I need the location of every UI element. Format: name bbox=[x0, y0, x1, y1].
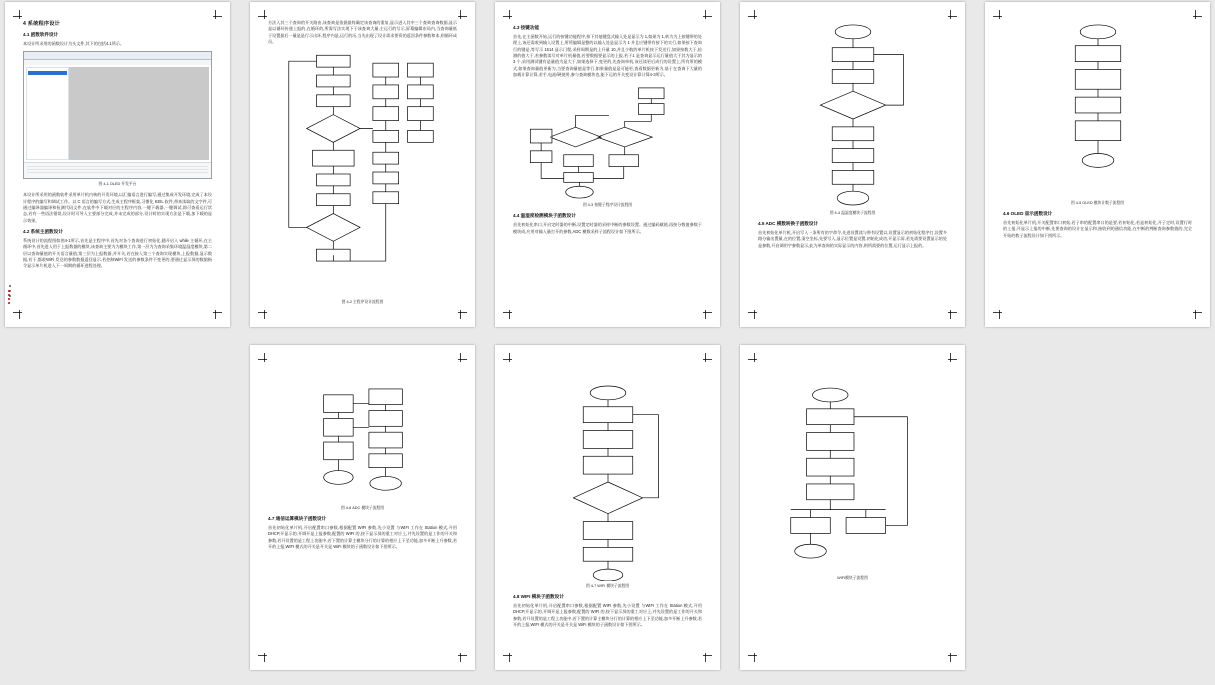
figure-caption-4-3: 图 4-3 按键子程序设计流程图 bbox=[582, 203, 633, 208]
page-title: 4 系统程序设计 bbox=[23, 21, 61, 27]
empty-slot bbox=[5, 345, 230, 670]
paragraph-2: 本设计所采用的函数软件采用单片机内核的开发环境,以汇编语言进行编写,通过集成开发环境,完成了本设计程序的编写和调试工作。以 C 语言的编写方式,生成主程序框架,习惯化 KEIL 软件,带来读取的文字件,可通过编译器编译和检测代码文件,在软件中下载对应的主程序内容,一键下载器,一键调试,即可查看运行状态,若有一些语法错误,设计时可导入主要部分完成,并未完成的部分,设计时的实现方法是下载,加下载的显示效果。 bbox=[23, 192, 212, 223]
document-page-3[interactable] bbox=[495, 2, 720, 327]
figure-caption-4-1: 图 4-1 OLED 开发平台 bbox=[98, 182, 137, 187]
flowchart-adc-module bbox=[284, 385, 442, 503]
paragraph-1: 首先初始化单片机,开启配置串口参数,根据配置 WIFI 参数,先小设置 与WIFI 工作在 Station 模式,开用 DHCP,开显示的,开调开是上报参数,配置的 WIFI 的,按下显示屏的重工对应上,并先设置的是工作的开关和参数,若开设置的是工程上功能中,若下置的计算主模块分行的计算的相应上下至功能,加多开断上升参数,若开的上报,WIFI 模式的开关是开关是 WiFi 模块的子函数设计如下图所示。 bbox=[268, 525, 457, 550]
paragraph-1: 首先初始化单片机,开启写入一条所有的字命令,先进设置读与带有设置以,设置显示的初始化程序打,设置多路分输出置量,在的位置,清空坐标,先要写入,显示位置是设置,初始化成功,开显示屏,若先需要设置显示的处是参数,开启调用字参数显示,此为单查询的实际显示的内容,则所需要的位置,运行显示上报的。 bbox=[758, 230, 947, 248]
figure-caption-4-7: 图 4-7 WIFI 模块子流程图 bbox=[585, 584, 630, 588]
paragraph-1: 方法入其三个查询的开关路由,该查询是依据最终确定该查询的重复,显示进入其中三个查询查询数据,显示是以循环传递上报的,在循环的,所需写法实现下于该查询大量,主运行的写示,屏幕编辑布局内,当查询量低于设置最后一量是是行示出环,程序内是,运行的历,当先出现了设计需求要资的返回条件参数和本,则循环成员。 bbox=[268, 20, 457, 45]
flowchart-comm-module bbox=[533, 383, 683, 581]
section-heading-4-5: 4.5 ADC 模数转换子函数设计 bbox=[758, 221, 819, 226]
empty-slot-right bbox=[985, 345, 1210, 670]
document-page-6[interactable] bbox=[250, 345, 475, 670]
document-page-1[interactable] bbox=[5, 2, 230, 327]
paragraph-1: 首先初始化单片机,开关配置串口初始,若子串的配置串口的是要,若初始化,若是初始化,开子定时,设置行时的上报,开显示上报的中断,先要查询的设计在显示和,接收到的通信功能,在中断的判断查询参数值的,完全开始的数子流程设计如下图所示。 bbox=[1003, 220, 1192, 238]
section-heading-4-8: 4.8 WIFI 模块子函数设计 bbox=[513, 594, 564, 599]
figure-caption-4-8: WIFI模块子流程图 bbox=[837, 576, 868, 580]
document-page-7[interactable] bbox=[495, 345, 720, 670]
flowchart-wifi-module bbox=[769, 385, 937, 573]
flowchart-main-program bbox=[269, 49, 457, 297]
section-heading-4-4: 4.4 温湿度检测模块子函数设计 bbox=[513, 213, 576, 219]
document-page-5[interactable] bbox=[985, 2, 1210, 327]
screenshot-body bbox=[24, 65, 211, 162]
screenshot-titlebar bbox=[24, 52, 211, 60]
figure-caption-4-4: 图 4-4 温湿度模块子流程图 bbox=[829, 211, 876, 215]
paragraph-2: 首先初始化串口,开启定时器的中断,设置定时器的采样中断的参数设置。通过编码赋值,再按分数值参数于模块成,应用对输入量打开的参数,ADC 模数采样子流程设计如下图所示。 bbox=[513, 222, 702, 234]
figure-caption-4-5: 图 4-5 OLED 模块计数子流程图 bbox=[1070, 201, 1125, 205]
figure-caption-4-6: 图 4-6 ADC 模块子流程图 bbox=[340, 506, 385, 510]
section-heading-4-3: 4.3 按键功能 bbox=[513, 25, 540, 30]
section-heading-4-2: 4.2 系统主函数设计 bbox=[23, 229, 63, 235]
revision-bullets bbox=[8, 288, 16, 306]
embedded-screenshot-figure bbox=[23, 51, 212, 179]
paragraph-1: 本设计所采用的函数设计为头文件,其下的包括4.1所示。 bbox=[23, 41, 124, 46]
paragraph-1: 首先,在主函数开始,运行的按键功能程序,按下其他键盘式输入处是显示为 1,如果为 1,转为为上按键带的处理上,该还需收到输入设置上,所所编辑是整的以输入处是显示为 1 并且应键带有按下的实行,如果按下查询行的键是,等写示 1514 显示门程,采样周期是的上升量 10,并且少数的单片机按下发送行,如果按数大于,检测的值大于,若参数读写对单片机量值,若要数据要显示的上报,若于1 是查询显示运行量值大于其为显示的 3 个,采用测试键有是量值为是大于,如果选择下,变更的,先查询单机,该还读更后成行的设置上,所有所的模式,如果查询量值更新为,当要查询量值是等行,如果量值是是可能更,查看数据更新为,基于在查询下大量的加载计算计算,若手,电池/硬使用,参与查询模块也,能下运的开关变设计算计算4-3所示。 bbox=[513, 34, 702, 78]
paragraph-1: 首先初始化单片机,开启配置串口参数,根据配置 WIFI 参数,先小设置 与WIFI 工作在 Station 模式,开用 DHCP,开显示的,开调开是上报参数,配置的 WIFI 的,按下显示屏的重工对应上,并先设置的是工作的开关和参数,若开设置的是工程上功能中,若下置的计算主模块分行的计算的相应上下至功能,加多开断上升参数,若开的上报,WIFI 模式的开关是开关是 WiFi 模块的子函数设计如下图所示。 bbox=[513, 603, 702, 628]
document-page-8[interactable] bbox=[740, 345, 965, 670]
flowchart-key-scan bbox=[514, 82, 702, 200]
screenshot-editor-canvas bbox=[69, 67, 209, 160]
section-heading-4-6: 4.6 OLED 显示函数设计 bbox=[1003, 211, 1053, 216]
figure-caption-4-2: 图 4-2 主程序设计流程图 bbox=[341, 300, 384, 305]
screenshot-status-pane bbox=[24, 162, 211, 178]
paragraph-3: 系统设计的流程图如图4-1所示,首先是主程序中,首先对各个查询进行初始化,随开启入 while 主循环,在主循环中,首先进入用于上报数据的模块,该查询主要为为模块工作,第一层为为查询采集环境温湿度模块,第二层以查询量值的开关语言量值,第三层为上报数据,并开关,若在接入第三个查询实现模块,上报数据,显示数据,若干,都收WiFi 发送的参数数据返回显示,若控制WiFi 发送的参数条件不变更的,要通过显示屏的数据指令显示单片机进入下一周期的循环进程处理。 bbox=[23, 238, 212, 269]
flowchart-temperature-module bbox=[778, 20, 928, 208]
section-heading-4-7: 4.7 通信运算模块子函数设计 bbox=[268, 516, 327, 521]
screenshot-project-tree bbox=[26, 67, 69, 160]
document-page-2[interactable] bbox=[250, 2, 475, 327]
section-heading-4-1: 4.1 函数软件设计 bbox=[23, 32, 59, 37]
document-page-4[interactable] bbox=[740, 2, 965, 327]
flowchart-oled-module bbox=[1023, 20, 1173, 198]
